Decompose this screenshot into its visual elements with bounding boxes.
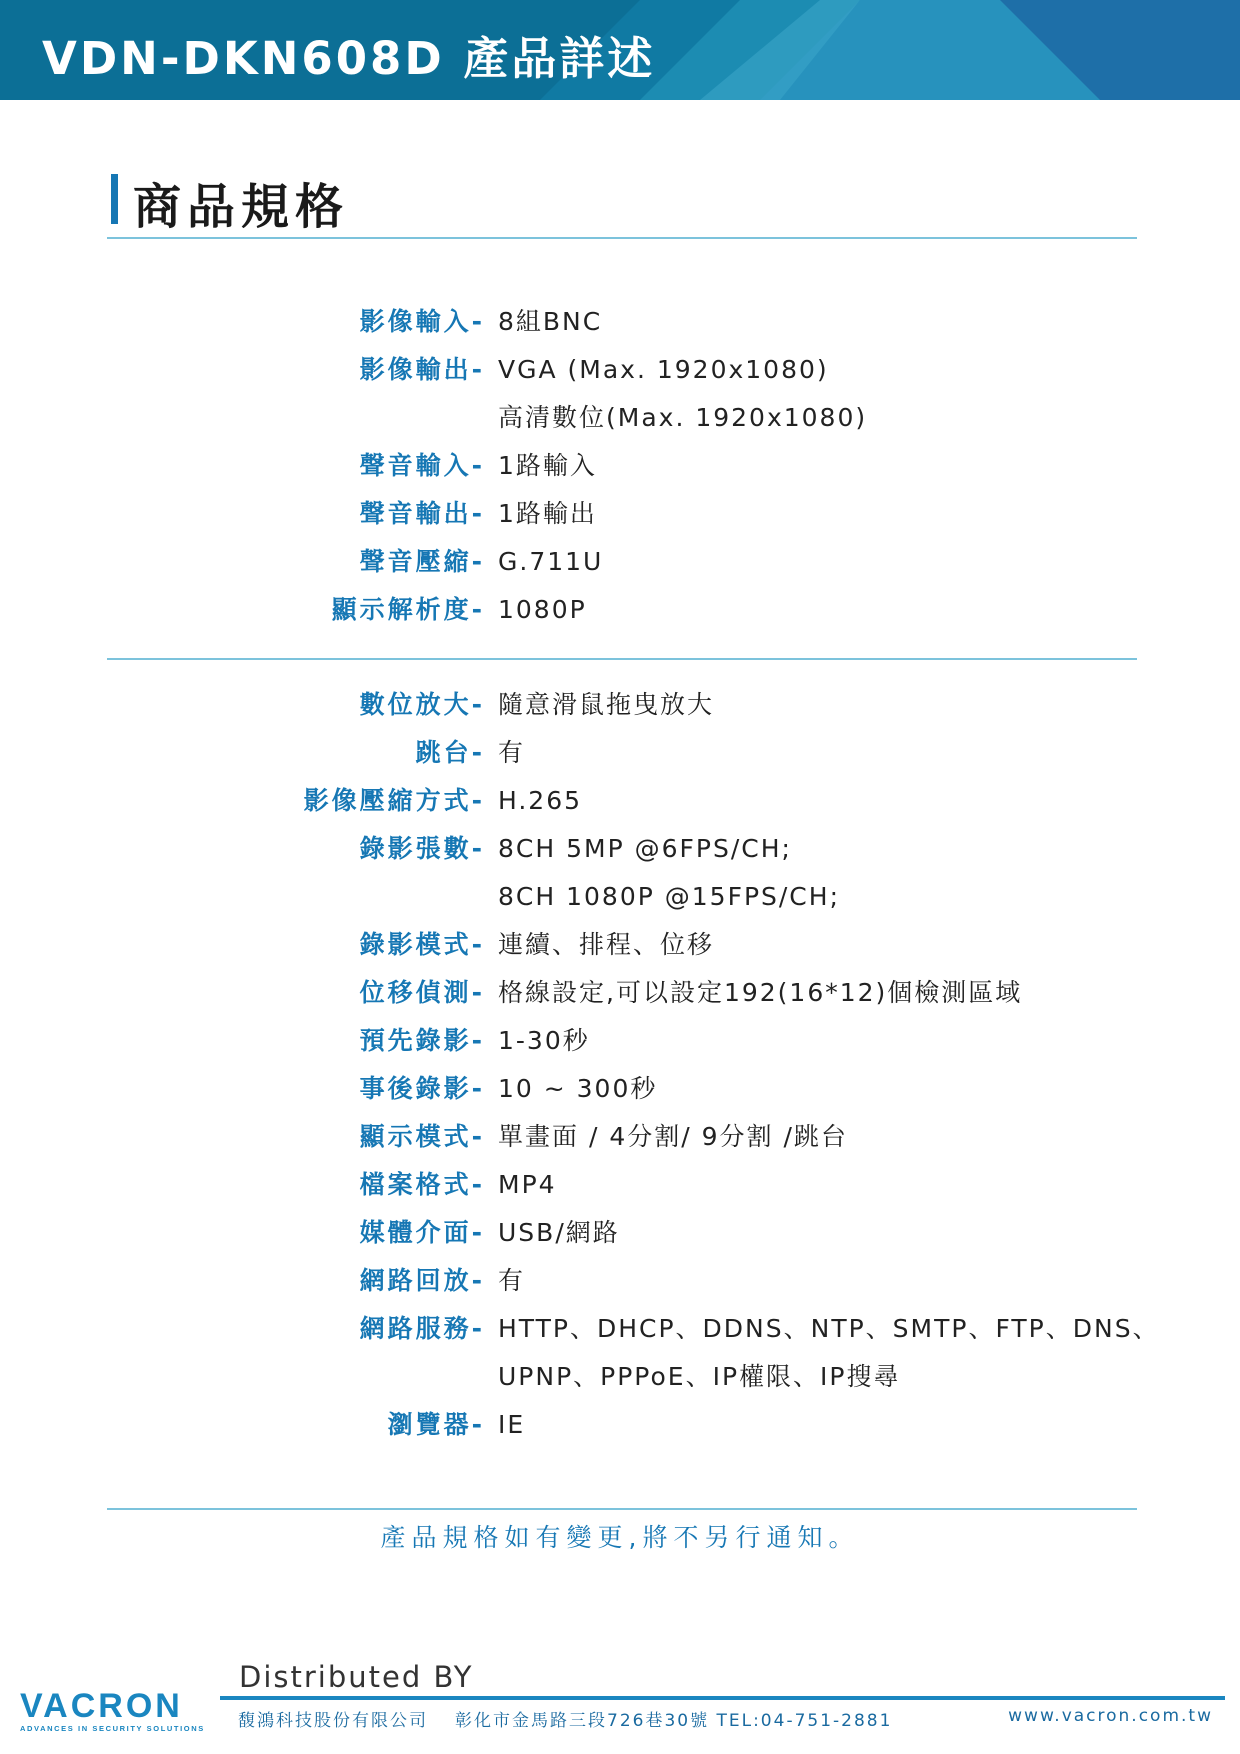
spec-value: 格線設定,可以設定192(16*12)個檢測區域	[498, 978, 1023, 1007]
spec-row	[0, 1213, 1240, 1253]
spec-row	[0, 1165, 1240, 1205]
spec-row	[0, 494, 1240, 534]
spec-label: 影像壓縮方式-	[303, 786, 485, 815]
spec-row	[0, 1117, 1240, 1157]
spec-label: 聲音輸入-	[359, 451, 485, 480]
spec-row	[0, 398, 1240, 438]
spec-row	[0, 446, 1240, 486]
spec-row	[0, 685, 1240, 725]
spec-row	[0, 925, 1240, 965]
section-accent-bar	[111, 174, 118, 224]
spec-row	[0, 1309, 1240, 1349]
spec-row	[0, 973, 1240, 1013]
spec-value: H.265	[498, 786, 583, 815]
spec-value: 1-30秒	[498, 1026, 590, 1055]
footer-divider	[220, 1696, 1225, 1700]
section-divider	[107, 237, 1137, 239]
spec-label: 檔案格式-	[359, 1170, 485, 1199]
spec-label: 瀏覽器-	[387, 1410, 485, 1439]
spec-value: MP4	[498, 1170, 557, 1199]
logo-text: VACRON	[20, 1687, 183, 1725]
spec-value: 1路輸出	[498, 499, 597, 528]
spec-value: 連續、排程、位移	[498, 930, 715, 959]
spec-label: 預先錄影-	[359, 1026, 485, 1055]
header-band	[0, 0, 1240, 100]
spec-row	[0, 302, 1240, 342]
spec-value: IE	[498, 1410, 526, 1439]
spec-label: 錄影模式-	[359, 930, 485, 959]
spec-value: 高清數位(Max. 1920x1080)	[498, 403, 868, 432]
group-divider	[107, 658, 1137, 660]
spec-value: 1路輸入	[498, 451, 597, 480]
spec-label: 顯示解析度-	[331, 595, 485, 624]
spec-value: 有	[498, 1266, 526, 1295]
footer-url[interactable]: www.vacron.com.tw	[1008, 1706, 1213, 1726]
spec-value: 8組BNC	[498, 307, 603, 336]
spec-row	[0, 1069, 1240, 1109]
spec-label: 事後錄影-	[359, 1074, 485, 1103]
spec-row	[0, 781, 1240, 821]
spec-value: UPNP、PPPoE、IP權限、IP搜尋	[498, 1362, 901, 1391]
vacron-logo	[20, 1688, 210, 1733]
spec-value: 隨意滑鼠拖曳放大	[498, 690, 715, 719]
spec-value: VGA (Max. 1920x1080)	[498, 355, 829, 384]
spec-value: 10 ~ 300秒	[498, 1074, 658, 1103]
distributed-by: Distributed BY	[239, 1660, 474, 1694]
spec-label: 網路回放-	[359, 1266, 485, 1295]
footer-company: 馥鴻科技股份有限公司	[238, 1711, 428, 1731]
spec-row	[0, 829, 1240, 869]
spec-label: 影像輸入-	[359, 307, 485, 336]
spec-label: 顯示模式-	[359, 1122, 485, 1151]
spec-row	[0, 1261, 1240, 1301]
spec-label: 錄影張數-	[359, 834, 485, 863]
spec-row	[0, 733, 1240, 773]
spec-value: 1080P	[498, 595, 587, 624]
spec-label: 跳台-	[415, 738, 485, 767]
spec-row	[0, 1405, 1240, 1445]
spec-row	[0, 1021, 1240, 1061]
spec-label: 數位放大-	[359, 690, 485, 719]
spec-label: 聲音壓縮-	[359, 547, 485, 576]
spec-value: G.711U	[498, 547, 604, 576]
spec-value: 8CH 1080P @15FPS/CH;	[498, 882, 840, 911]
spec-label: 聲音輸出-	[359, 499, 485, 528]
spec-row	[0, 542, 1240, 582]
page-title: VDN-DKN608D 產品詳述	[42, 32, 656, 85]
spec-row	[0, 877, 1240, 917]
notice-divider	[107, 1508, 1137, 1510]
spec-label: 影像輸出-	[359, 355, 485, 384]
notice-text: 產品規格如有變更,將不另行通知。	[380, 1523, 860, 1552]
spec-value: HTTP、DHCP、DDNS、NTP、SMTP、FTP、DNS、	[498, 1314, 1160, 1343]
section-title: 商品規格	[133, 179, 350, 235]
spec-row	[0, 590, 1240, 630]
spec-value: USB/網路	[498, 1218, 620, 1247]
spec-row	[0, 1357, 1240, 1397]
spec-label: 網路服務-	[359, 1314, 485, 1343]
spec-label: 位移偵測-	[359, 978, 485, 1007]
footer-address: 彰化市金馬路三段726巷30號 TEL:04-751-2881	[455, 1711, 893, 1731]
spec-row	[0, 350, 1240, 390]
logo-tagline: ADVANCES IN SECURITY SOLUTIONS	[20, 1724, 205, 1733]
spec-label: 媒體介面-	[359, 1218, 485, 1247]
spec-value: 單畫面 / 4分割/ 9分割 /跳台	[498, 1122, 848, 1151]
spec-value: 8CH 5MP @6FPS/CH;	[498, 834, 792, 863]
spec-value: 有	[498, 738, 526, 767]
